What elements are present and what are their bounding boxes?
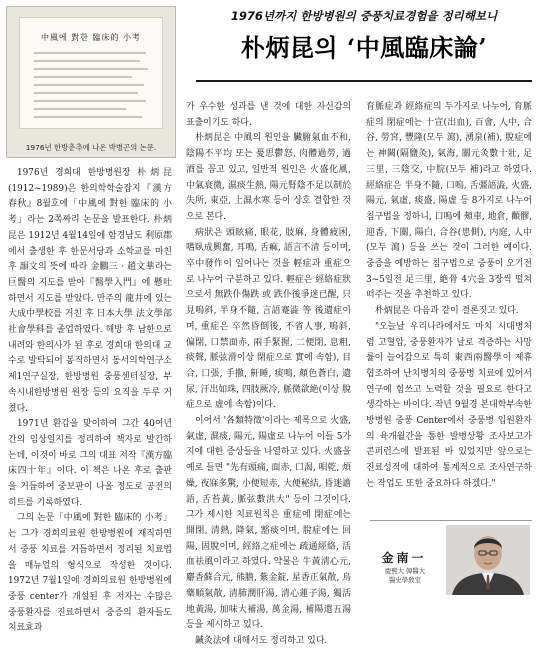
- author-affiliation: [374, 567, 436, 585]
- portrait-illustration: [446, 525, 530, 595]
- paragraph: 1971년 환갑을 맞이하여 그간 40여년간의 임상일지를 정리하여 책자로 발간하는데, 이것이 바로 그의 대표 저작『漢方臨床四十年』이다. 이 책은 나온 후로 출판을 거듭하여 중보판이 나올 정도로 공전의 히트를 기록하였다.: [8, 419, 172, 508]
- photo-document-title: 中風에 對한 臨床的 小考: [40, 33, 142, 42]
- body-column-2: [186, 100, 351, 650]
- paragraph: 가 우수한 성과를 낸 것에 대한 자신감의 표출이기도 하다.: [186, 102, 351, 128]
- body-column-3: [366, 100, 532, 493]
- paragraph: 育脈症과 經絡症의 두가지로 나누어, 育脈症의 閉症에는 十宣(出血), 百會, 人中, 合谷, 勞宮, 豐隆(모두 瀉), 湧泉(補), 脫症에는 神闕(隔鹽灸), 氣海, 關元灸數十壯, 足三里, 三陰交, 中脘(모두 補)라고 하였다. 經絡症은 半身不隨, 口嗚, 舌彊語澁, 火盛, 陽元, 氣虛, 痰盛, 陽虛 등 8가지로 나누어 침구법을 정하니, 口嗚에 頰車, 地倉, 顴髎, 迎香, 下關, 陽白, 合谷(患側), 内庭, 人中(모두 瀉) 등을 쓰는 것이 그러한 예이다. 중증을 예방하는 침구법으로 중풍이 오기전 3~5일전 足三里, 絶骨 4穴을 3장씩 떨쳐 떠주는 것을 추천하고 있다.: [366, 102, 532, 301]
- article-photo: [6, 6, 176, 158]
- paragraph: 그의 논문「中風에 對한 臨床的 小考」는 그가 경희의료원 한방병원에 재직하면서 중풍 치료를 거듭하면서 정리된 치료법을 매뉴얼의 형식으로 작성한 것이다. 1972년 7월1일에 경희의료원 한방병원에 중풍 center가 개설된 후 저자는 수많은 중풍환자를 진료하면서 중증의 환자들도 치료효과: [8, 513, 172, 634]
- paragraph: 朴炳昆은 中風의 원인을 臟腑氣血不和, 陰陽不平均 또는 憂思鬱怒, 肉體過勞, 過酒를 꼽고 있고, 일반적 원인은 火盛化風, 中氣衰微, 濕痰生熱, 陽元腎陰不足以制於失所, 東亞, 上濕水寒 등이 상호 결합한 것으로 본다.: [186, 133, 351, 222]
- author-portrait: [446, 525, 530, 595]
- document-photo: [19, 17, 163, 129]
- author-name: 金南一: [381, 551, 427, 565]
- article-subtitle: 1976년까지 한방병원의 중풍치료경험을 정리해보니: [230, 9, 498, 23]
- author-box: [370, 520, 532, 597]
- paragraph: 鍼灸法에 대해서도 정리하고 있다.: [195, 635, 328, 646]
- paragraph: 이어서 '各類特徵'이라는 제목으로 火盛, 氣虛, 濕痰, 陽元, 陽虛로 나누어 이들 5가지에 대한 증상들을 나열하고 있다. 火盛을 예로 들면 "先有頭痛, 面赤, 口渴, 唄乾, 煩燥, 夜寐多驚, 小便短赤, 大便秘結, 昏迷譫語, 舌苔黃, 脈弦數洪大" 등이 그것이다. 그가 제시한 치료원칙은 重症에 閉症에는 開閉, 清熱, 降氣, 豁痰이며, 脫症에는 回陽, 固脫이며, 經絡之症에는 疏通經絡, 活血祛風이라고 하였다. 약물은 牛黃淸心元, 麝香蘇合元, 熊膽, 紫金錠, 星香正氣散, 烏藥順氣散, 清肺潤肝湯, 清心蓮子湯, 獨活地黃湯, 加味大補湯, 萬金湯, 補陽還五湯 등을 제시하고 있다.: [186, 416, 351, 631]
- paragraph: 病狀은 頭眩痛, 眼花, 肢麻, 身體疲困, 嗜臥成興奮, 耳鳴, 舌痲, 語言不清 등이며, 卒中發作이 일어나는 것을 輕症과 重症으로 나누어 구분하고 있다. 輕症은 經絡症狀으로서 無跌仆傷跌 或 跌仆後爭迷已醒, 只見嗚斜, 半身不隨, 言語蹇澁 等 後遺症이며, 重症은 卒然昏倒後, 不省人事, 嗚斜, 偏閉, 口禁面赤, 兩手緊握, 二便閉, 息粗, 痰聲, 脈弦滑이상 閉症으로 實에 속함), 目合, 口張, 手撒, 鼾睡, 痰鳴, 顏色蒼白, 遺尿, 汗出如珠, 四肢厥冷, 脈微欲絶(이상 脫症으로 虛에 속함)이다.: [186, 227, 351, 411]
- paragraph: "오늘날 우리나라에서도 마치 시대병처럼 고혈압, 중풍환자가 날로 격증하는 사망률이 늘어감으로 특히 東西兩醫學이 제휴협조하여 난치병치의 중풍병 치료에 있어서 연구에 힘쓰고 노력할 것을 필요로 한다고 생각하는 바이다. 작년 9월경 본대학부속한방병원 중풍 Center에서 중풍병 입원환자의 육개월간을 통한 발병상황 조사보고가 콘퍼런스에 발표된 바 있었지만 앞으로는 진료성적에 대하여 통계적으로 조사연구하는 작업도 또한 중요하다 하겠다.": [366, 321, 532, 489]
- title-rule: [196, 80, 532, 82]
- body-column-1: [8, 166, 172, 637]
- affiliation-line: 慶熙大 韓醫大: [384, 567, 426, 575]
- photo-caption: 1976년 한방춘추에 나온 박병곤의 논문.: [25, 143, 157, 152]
- paragraph: 朴炳昆은 다음과 같이 결론짓고 있다.: [375, 306, 519, 317]
- affiliation-line: 醫史學敎室: [389, 576, 421, 584]
- paragraph: 1976년 경희대 한방병원장 朴炳昆(1912~1989)은 한의학학술잡지『漢方春秋』8월호에「中風에 對한 臨床的 小考」라는 2쪽짜리 논문을 발표한다. 朴炳昆은 1912년 4월14일에 함경남도 利原郡에서 출생한 후 한문서당과 소학교를 마친 후 韻文의 뜻에 따라 金鵬三 · 趙文華라는 巨醫의 지도를 받아『醫學入門』에 懸吐하면서 지도를 받았다. 만주의 龍井에 있는 大成中學校를 거친 후 日本大學 法文學部 社會學科를 졸업하였다. 해방 후 남한으로 내려와 한의사가 된 후로 경희대 한의대 교수로 발탁되어 봉직하면서 동서의학연구소 제1연구실장, 한방병원 중풍센터실장, 부속시내한방병원 원장 등의 요직을 두루 거쳤다.: [8, 168, 172, 414]
- article-title: 朴炳昆의 ‘中風臨床論’: [240, 33, 488, 62]
